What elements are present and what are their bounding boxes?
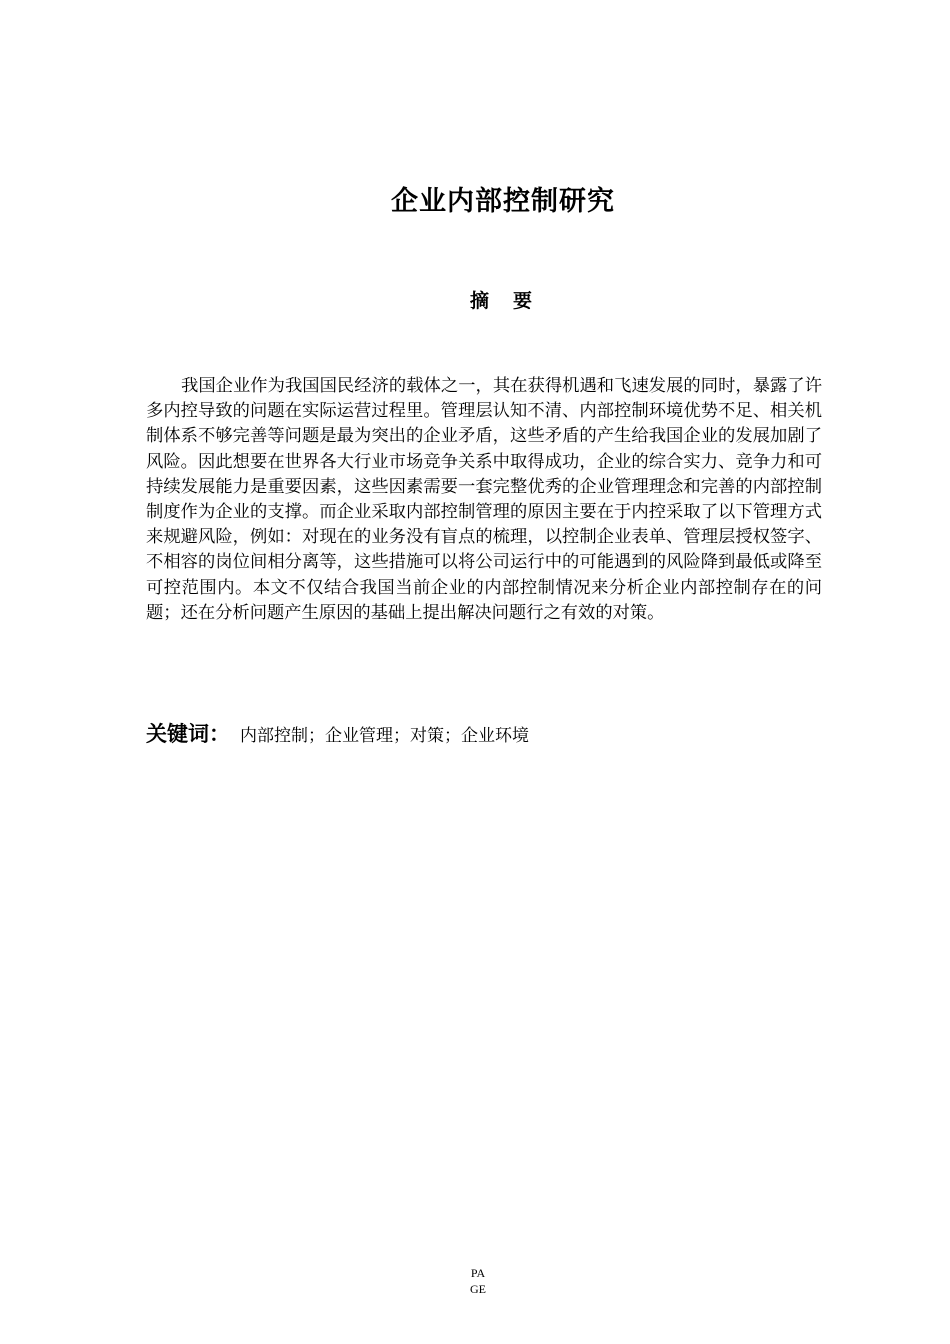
keywords-label: 关键词： [146, 722, 230, 746]
abstract-heading-char-1: 摘 [469, 290, 489, 312]
page-number-field: PAGE [470, 1266, 486, 1296]
abstract-body: 我国企业作为我国国民经济的载体之一，其在获得机遇和飞速发展的同时，暴露了许多内控导致的问题在实际运营过程里。管理层认知不清、内部控制环境优势不足、相关机制体系不够完善等问题是最为突出的企业矛盾，这些矛盾的产生给我国企业的发展加剧了风险。因此想要在世界各大行业市场竞争关系中取得成功，企业的综合实力、竞争力和可持续发展能力是重要因素，这些因素需要一套完整优秀的企业管理理念和完善的内部控制制度作为企业的支撑。而企业采取内部控制管理的原因主要在于内控采取了以下管理方式来规避风险，例如：对现在的业务没有盲点的梳理，以控制企业表单、管理层授权签字、不相容的岗位间相分离等，这些措施可以将公司运行中的可能遇到的风险降到最低或降至可控范围内。本文不仅结合我国当前企业的内部控制情况来分析企业内部控制存在的问题；还在分析问题产生原因的基础上提出解决问题行之有效的对策。 [146, 376, 822, 623]
document-title: 企业内部控制研究 [391, 186, 615, 217]
keywords-line [146, 719, 529, 751]
abstract-heading [0, 286, 950, 316]
abstract-heading-char-2: 要 [513, 290, 533, 312]
keywords-list: 内部控制；企业管理；对策；企业环境 [240, 726, 529, 746]
